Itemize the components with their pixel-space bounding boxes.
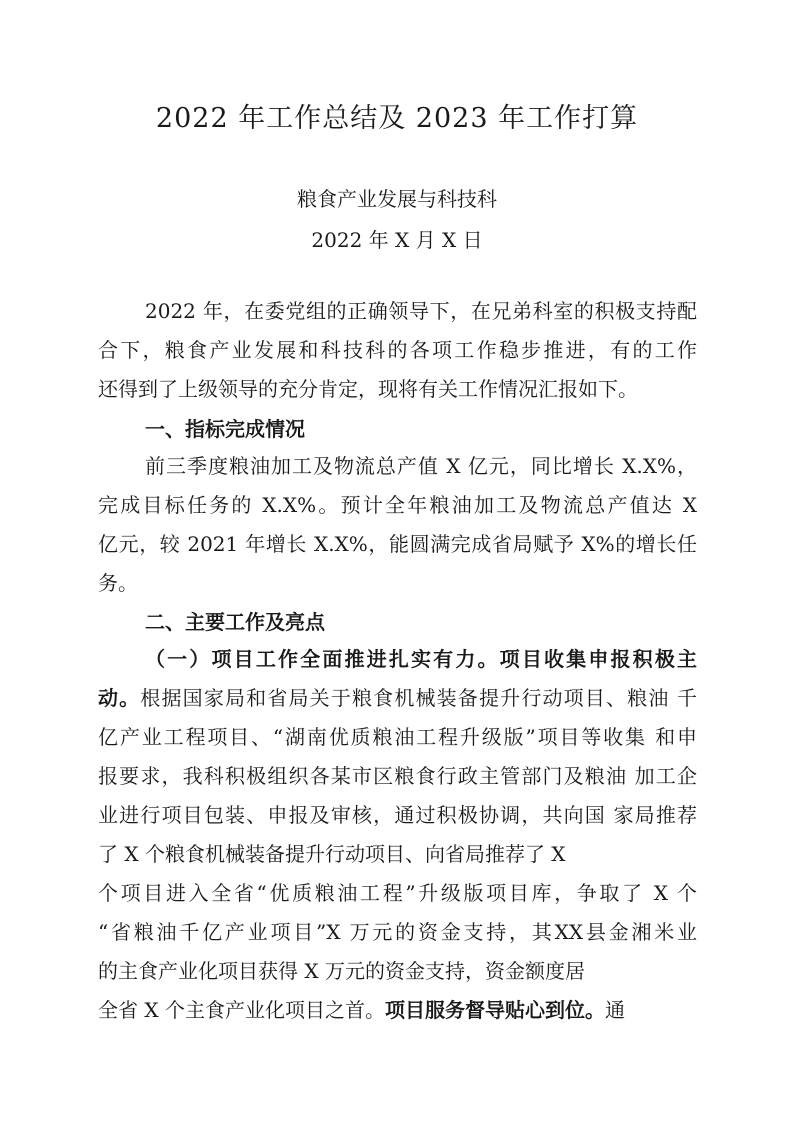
section-1-line-4: 务。 — [98, 571, 138, 595]
section-2-text: 根据国家局和省局关于粮食机械装备提升行动项目、粮油 千 — [140, 686, 698, 710]
section-2-text-end: 全省 X 个主食产业化项目之首。 — [98, 998, 385, 1022]
intro-line-3: 还得到了上级领导的充分肯定，现将有关工作情况汇报如下。 — [98, 377, 638, 401]
section-2-line-7: “省粮油千亿产业项目”X 万元的资金支持，其XX县金湘米业 — [98, 920, 697, 944]
intro-line-2: 合下，粮食产业发展和科技科的各项工作稳步推进，有的工作 — [98, 338, 697, 362]
section-2-line-3: 报要求，我科积极组织各某市区粮食行政主管部门及粮油 加工企 — [98, 764, 697, 788]
section-1-line-1: 前三季度粮油加工及物流总产值 X 亿元，同比增长 X.X%， — [145, 454, 697, 478]
section-2-line-9 — [98, 997, 697, 1023]
section-2-line-6: 个项目进入全省“优质粮油工程”升级版项目库，争取了 X 个 — [98, 881, 697, 905]
section-2-line-5: 了 X 个粮食机械装备提升行动项目、向省局推荐了 X — [98, 842, 566, 866]
section-1-line-2: 完成目标任务的 X.X%。预计全年粮油加工及物流总产值达 X — [98, 493, 697, 517]
intro-line-1: 2022 年，在委党组的正确领导下，在兄弟科室的积极支持配 — [145, 299, 697, 323]
section-2-line-1 — [98, 685, 697, 711]
document-title: 2022 年工作总结及 2023 年工作打算 — [155, 103, 639, 134]
section-2-line-2: 亿产业工程项目、“湖南优质粮油工程升级版”项目等收集 和申 — [98, 725, 697, 749]
subsection-1-heading: （一）项目工作全面推进扎实有力。项目收集申报积极主 — [145, 647, 697, 671]
subsection-1-highlight: 项目服务督导贴心到位。 — [384, 998, 605, 1022]
subsection-1-heading-end: 动。 — [98, 686, 141, 710]
section-1-line-3: 亿元，较 2021 年增长 X.X%，能圆满完成省局赋予 X%的增长任 — [98, 532, 697, 556]
section-2-line-8: 的主食产业化项目获得 X 万元的资金支持，资金额度居 — [98, 959, 585, 983]
section-1-heading: 一、指标完成情况 — [145, 417, 305, 441]
document-date: 2022 年 X 月 X 日 — [311, 228, 483, 252]
section-2-continuation: 通 — [604, 998, 625, 1022]
section-2-line-4: 业进行项目包装、申报及审核，通过积极协调，共向国 家局推荐 — [98, 803, 697, 827]
section-2-heading: 二、主要工作及亮点 — [145, 610, 325, 634]
department-name: 粮食产业发展与科技科 — [297, 187, 497, 211]
